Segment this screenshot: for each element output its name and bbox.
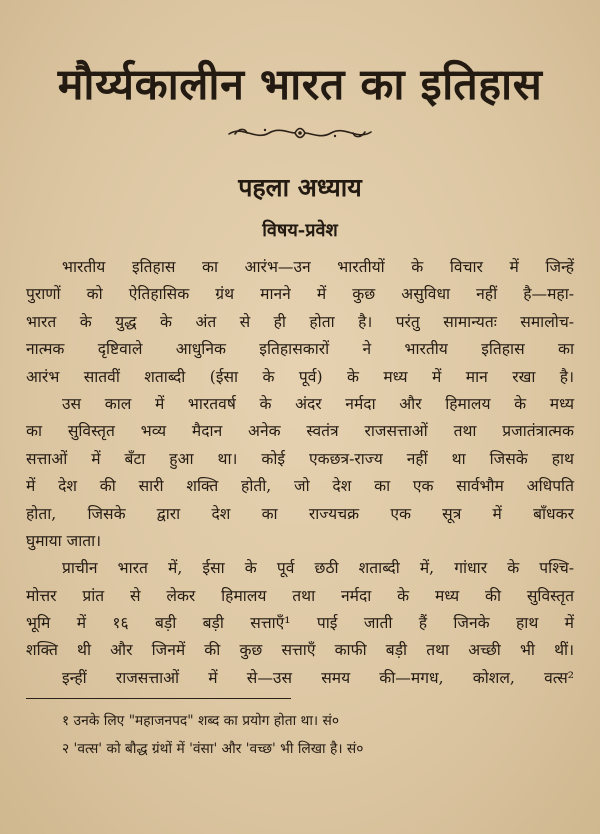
- text-line: का सुविस्तृत भव्य मैदान अनेक स्वतंत्र राजसत्ताओं तथा प्रजातंत्रात्मक: [26, 422, 574, 441]
- page-title: मौर्य्यकालीन भारत का इतिहास: [57, 60, 543, 110]
- section-heading: विषय-प्रवेश: [262, 220, 338, 241]
- text-line: भारतीय इतिहास का आरंभ—उन भारतीयों के विचार में जिन्हें: [62, 258, 574, 276]
- text-line: पुराणों को ऐतिहासिक ग्रंथ मानने में कुछ असुविधा नहीं है—महा-: [26, 285, 574, 304]
- text-line: इन्हीं राजसत्ताओं में से—उस समय की—मगध, कोशल, वत्स²: [62, 668, 574, 687]
- body-text: [26, 254, 574, 692]
- ornament-flourish: [225, 121, 375, 145]
- chapter-heading: पहला अध्याय: [238, 173, 362, 202]
- text-line: में देश की सारी शक्ति होती, जो देश का एक सार्वभौम अधिपति: [26, 477, 574, 496]
- text-line: भारत के युद्ध के अंत से ही होता है। परंतु सामान्यतः समालोच-: [26, 312, 574, 331]
- footnote: १ उनके लिए "महाजनपद" शब्द का प्रयोग होता था। सं०: [62, 713, 340, 730]
- text-line: घुमाया जाता।: [26, 531, 102, 550]
- text-line: शक्ति थी और जिनमें की कुछ सत्ताएँ काफी बड़ी तथा अच्छी भी थीं।: [26, 641, 574, 660]
- text-line: उस काल में भारतवर्ष के अंदर नर्मदा और हिमालय के मध्य: [62, 394, 574, 413]
- text-line: नात्मक दृष्टिवाले आधुनिक इतिहासकारों ने भारतीय इतिहास का: [26, 340, 574, 359]
- text-line: मोत्तर प्रांत से लेकर हिमालय तथा नर्मदा के मध्य की सुविस्तृत: [26, 586, 574, 605]
- text-line: होता, जिसके द्वारा देश का राज्यचक्र एक सूत्र में बाँधकर: [26, 504, 574, 523]
- text-line: सत्ताओं में बँटा हुआ था। कोई एकछत्र-राज्य नहीं था जिसके हाथ: [26, 449, 574, 468]
- footnote: २ 'वत्स' को बौद्ध ग्रंथों में 'वंसा' और 'वच्छ' भी लिखा है। सं०: [62, 741, 364, 758]
- text-line: प्राचीन भारत में, ईसा के पूर्व छठी शताब्दी में, गांधार के पश्चि-: [62, 559, 574, 578]
- footnote-divider: [26, 698, 291, 699]
- text-line: भूमि में १६ बड़ी बड़ी सत्ताएँ¹ पाई जाती हैं जिनके हाथ में: [26, 614, 574, 633]
- text-line: आरंभ सातवीं शताब्दी (ईसा के पूर्व) के मध्य में मान रखा है।: [26, 367, 574, 386]
